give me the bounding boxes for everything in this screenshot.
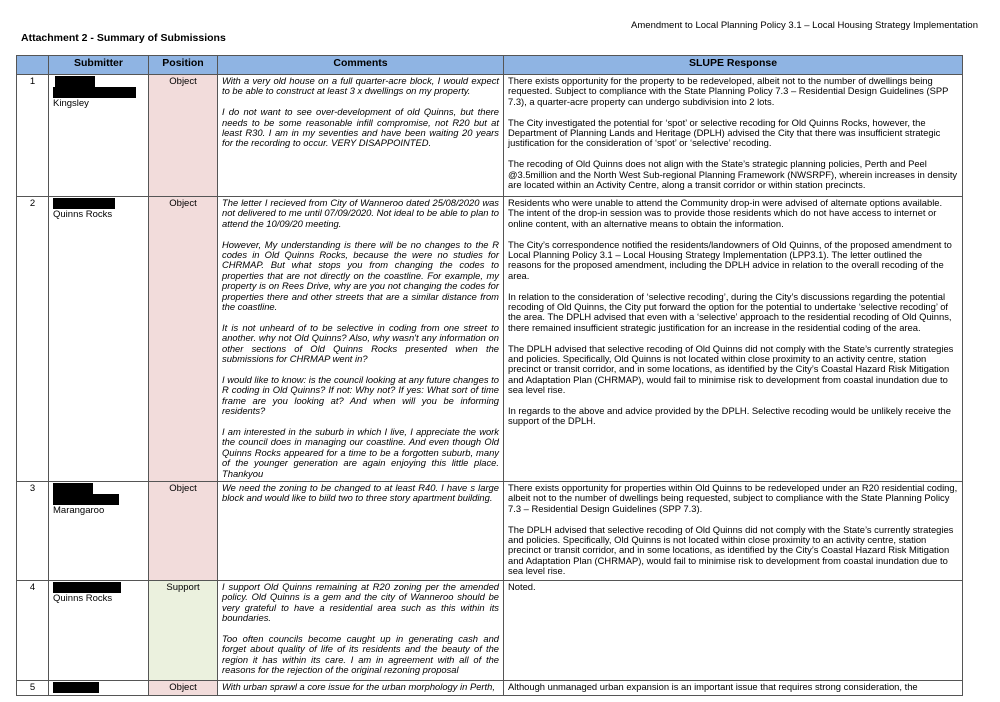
submitter-location: Quinns Rocks	[53, 209, 113, 220]
submissions-table	[16, 55, 963, 696]
redaction-bar	[53, 87, 136, 98]
table-row	[17, 580, 963, 680]
row-number: 3	[17, 481, 49, 580]
row-number: 5	[17, 680, 49, 695]
submitter-location: Marangaroo	[53, 504, 105, 516]
response-cell	[504, 481, 963, 580]
comment-paragraph: The letter I recieved from City of Wanneroo dated 25/08/2020 was not delivered to me until 07/09/2020. Not ideal to be able to plan to attend the 10/09/20 meeting.	[222, 197, 499, 229]
submitter-cell	[49, 481, 149, 580]
table-header-row	[17, 56, 963, 75]
comment-paragraph: However, My understanding is there will be no changes to the R codes in Old Quinns Rocks, because the were no studies for CHRMAP. But what stops you from changing the codes to properties that are not directly on the coastline. For example, my property is on Rees Drive, why are you not changing the codes for properties there and other streets that are a similar distance from the coastline.	[222, 238, 499, 313]
response-cell	[504, 680, 963, 695]
response-paragraph: In regards to the above and advice provided by the DPLH. Selective recoding would be unlikely receive the support of the DPLH.	[508, 405, 951, 427]
response-paragraph: There exists opportunity for the property to be redeveloped, albeit not to the number of dwellings being requested. Subject to compliance with the State Planning Policy 7.3 – Residential Design Guidelines (SPP 7.3), a quarter-acre property can undergo subdivision into 2 lots.	[508, 75, 949, 107]
column-header-position: Position	[149, 56, 218, 75]
table-row	[17, 680, 963, 695]
comment-paragraph: I would like to know: is the council looking at any future changes to R coding in Old Quinns? If not: Why not? If yes: What sort of time frame are you looking at? And when will you be informing residents?	[222, 373, 499, 417]
attachment-title: Attachment 2 - Summary of Submissions	[21, 32, 226, 44]
redaction-bar	[53, 682, 99, 693]
response-paragraph: The DPLH advised that selective recoding of Old Quinns did not comply with the State’s currently strategies and policies. Specifically, Old Quinns is not located within close proximity to an activity centre, station precinct or transit corridor, and in some locations, as identified by the City’s Coastal Hazard Risk Mitigation and Adaptation Plan (CHRMAP), would fail to minimise risk to development from coastal inundation due to sea level rise.	[508, 342, 954, 396]
submitter-cell	[49, 680, 149, 695]
comment-paragraph: Too often councils become caught up in generating cash and forget about quality of life of its residents and the beauty of the region it has within its care. I am in agreement with all of the reasons for the rejection of the original rezoning proposal	[222, 632, 499, 676]
column-header-number	[17, 56, 49, 75]
submitter-cell	[49, 197, 149, 482]
response-paragraph: Although unmanaged urban expansion is an important issue that requires strong consideration, the	[508, 680, 918, 692]
response-paragraph: The City’s correspondence notified the residents/landowners of Old Quinns, of the proposed amendment to Local Planning Policy 3.1 – Local Housing Strategy Implementation (LPP3.1). The letter outlined the reasons for the proposed amendment, including the DPLH advice in relation to the overall recoding of the area.	[508, 238, 952, 281]
column-header-slupe-response: SLUPE Response	[504, 56, 963, 75]
document-header: Amendment to Local Planning Policy 3.1 – Local Housing Strategy Implementation	[631, 20, 978, 31]
comment-paragraph: With urban sprawl a core issue for the urban morphology in Perth,	[222, 680, 495, 692]
comment-paragraph: It is not unheard of to be selective in coding from one street to another. why not Old Quinns? Also, why wasn't any information on other sections of Old Quinns Rocks presented when the submissions for CHRMAP went in?	[222, 321, 499, 365]
redaction-bar	[53, 494, 119, 505]
comment-cell	[218, 680, 504, 695]
response-paragraph: In relation to the consideration of ‘selective recoding’, during the City’s discussions regarding the potential recoding of Old Quinns, the City put forward the option for the potential to undertake ‘selective recoding’ of the area. The DPLH advised that even with a ‘selective’ approach to the residential recoding of Old Quinns, there remained insufficient strategic justification for an increase in the residential coding of the area.	[508, 290, 952, 333]
submitter-location: Quinns Rocks	[53, 592, 113, 604]
comment-paragraph: I do not want to see over-development of old Quinns, but there needs to be some reasonable infill compromise, not R20 but at least R30. I am in my seventies and have been waiting 20 years for the recording to occur. VERY DISAPPOINTED.	[222, 106, 499, 149]
response-cell	[504, 75, 963, 197]
response-cell	[504, 580, 963, 680]
row-number: 4	[17, 580, 49, 680]
comment-cell	[218, 197, 504, 482]
redaction-bar	[53, 198, 115, 209]
response-paragraph: The recoding of Old Quinns does not align with the State’s strategic planning policies, Perth and Peel @3.5million and the North West Sub-regional Planning Framework (NWSRPF), wherein increases in density are located within an Activity Centre, along a transit corridor or within station precincts.	[508, 158, 958, 191]
table-row	[17, 481, 963, 580]
submitter-cell	[49, 75, 149, 197]
response-paragraph: The DPLH advised that selective recoding of Old Quinns did not comply with the State’s currently strategies and policies. Specifically, Old Quinns is not located within close proximity to an activity centre, station precinct or transit corridor, and in some locations, as identified by the City’s Coastal Hazard Risk Mitigation and Adaptation Plan (CHRMAP), would fail to minimise risk to development from coastal inundation due to sea level rise.	[508, 523, 954, 577]
row-number: 1	[17, 75, 49, 197]
position-cell: Object	[149, 481, 218, 580]
redaction-bar	[55, 76, 95, 87]
table-row	[17, 197, 963, 482]
comment-paragraph: I support Old Quinns remaining at R20 zoning per the amended policy. Old Quinns is a gem and the city of Wanneroo should be very grateful to have a residential area such as this within its boundaries.	[222, 580, 499, 624]
response-cell	[504, 197, 963, 482]
comment-cell	[218, 75, 504, 197]
submitter-location: Kingsley	[53, 98, 89, 109]
comment-paragraph: I am interested in the suburb in which I live, I appreciate the work the council does in managing our coastline. And even though Old Quinns Rocks appeared for a time to be a forgotten suburb, many of the younger generation are again enjoying this little place. Thankyou	[222, 425, 499, 479]
column-header-comments: Comments	[218, 56, 504, 75]
redaction-bar	[53, 483, 93, 494]
comment-paragraph: We need the zoning to be changed to at least R40. I have s large block and would like to biild two to three story apartment building.	[222, 481, 499, 504]
position-cell: Object	[149, 75, 218, 197]
position-cell: Object	[149, 680, 218, 695]
response-paragraph: There exists opportunity for properties within Old Quinns to be redeveloped under an R20 residential coding, albeit not to the number of dwellings being requested, subject to compliance with the State Planning Policy 7.3 – Residential Design Guidelines (SPP 7.3).	[508, 481, 958, 514]
redaction-bar	[53, 582, 121, 593]
position-cell: Support	[149, 580, 218, 680]
row-number: 2	[17, 197, 49, 482]
response-paragraph: The City investigated the potential for ‘spot’ or selective recoding for Old Quinns Rocks, however, the Department of Planning Lands and Heritage (DPLH) advised the City that there was insufficient strategic justification for the consideration of ‘spot’ or ‘selective’ recoding.	[508, 116, 941, 149]
submitter-cell	[49, 580, 149, 680]
comment-cell	[218, 580, 504, 680]
column-header-submitter: Submitter	[49, 56, 149, 75]
comment-cell	[218, 481, 504, 580]
comment-paragraph: With a very old house on a full quarter-acre block, I would expect to be able to construct at least 3 x dwellings on my property.	[222, 75, 499, 97]
table-row	[17, 75, 963, 197]
response-paragraph: Residents who were unable to attend the Community drop-in were advised of alternate options available. The intent of the drop-in session was to provide those residents which do not have access to internet or online content, with an alternative means to obtain the information.	[508, 197, 943, 229]
position-cell: Object	[149, 197, 218, 482]
response-paragraph: Noted.	[508, 580, 536, 592]
